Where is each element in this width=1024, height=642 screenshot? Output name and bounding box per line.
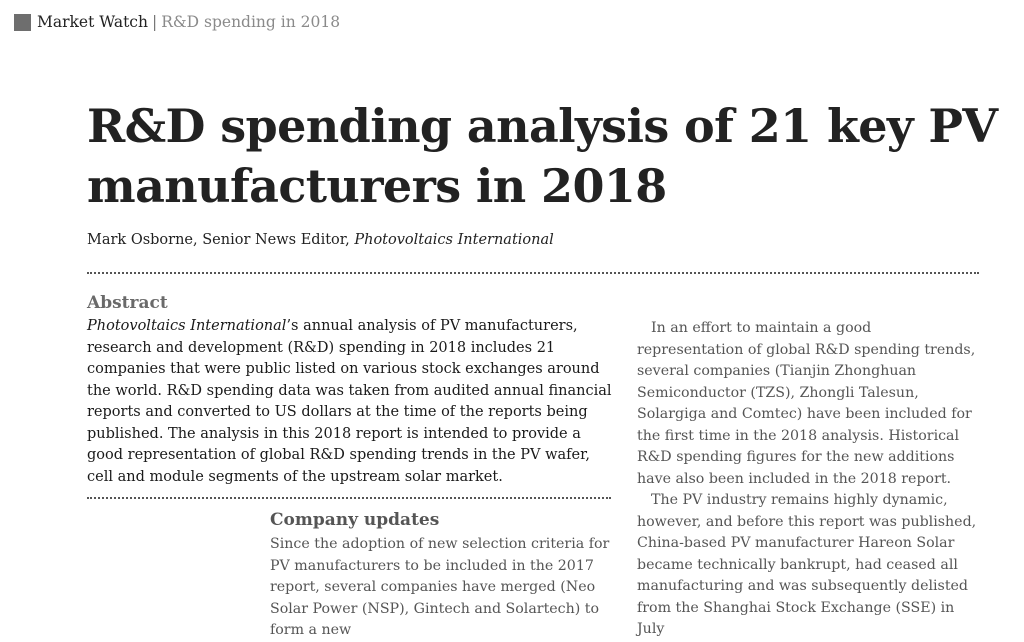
header-topic: R&D spending in 2018: [161, 13, 341, 31]
section-name: Market Watch: [37, 13, 148, 31]
company-updates-text: Since the adoption of new selection criteria for PV manufacturers to be included in the 2017 report, several companies have merged (Neo Solar Power (NSP), Gintech and Solartech) to form a new: [270, 536, 610, 638]
company-updates-heading: Company updates: [270, 510, 440, 530]
right-column: [637, 318, 982, 641]
title-line-2: manufacturers in 2018: [87, 159, 667, 213]
header-separator: |: [151, 13, 158, 31]
abstract-body: ’s annual analysis of PV manufacturers, research and development (R&D) spending in 2018 includes 21 companies that were public listed on various stock exchanges around the world. R&D spending data was taken from audited annual financial reports and converted to US dollars at the time of the reports being published. The analysis in this 2018 report is intended to provide a good representation of global R&D spending trends in the PV wafer, cell and module segments of the upstream solar market.: [87, 318, 612, 485]
byline: [87, 232, 554, 248]
section-marker-icon: [14, 14, 31, 31]
dotted-divider: [87, 272, 979, 274]
abstract-divider: [87, 497, 611, 499]
article-title: [87, 96, 998, 216]
running-header: [14, 11, 340, 33]
author: Mark Osborne, Senior News Editor,: [87, 232, 350, 248]
abstract-lead: Photovoltaics International: [87, 318, 287, 334]
right-paragraph-1: In an effort to maintain a good representation of global R&D spending trends, several companies (Tianjin Zhonghuan Semiconductor (TZS), Zhongli Talesun, Solargiga and Comtec) have been included for the first time in the 2018 analysis. Historical R&D spending figures for the new additions have also been included in the 2018 report.: [637, 320, 976, 487]
abstract-text: [87, 316, 617, 488]
right-paragraph-2: The PV industry remains highly dynamic, however, and before this report was published, China-based PV manufacturer Hareon Solar became technically bankrupt, had ceased all manufacturing and was subsequently delisted from the Shanghai Stock Exchange (SSE) in July: [637, 492, 977, 637]
abstract-heading: Abstract: [87, 293, 168, 313]
publication-name: Photovoltaics International: [354, 232, 554, 248]
title-line-1: R&D spending analysis of 21 key PV: [87, 99, 998, 153]
